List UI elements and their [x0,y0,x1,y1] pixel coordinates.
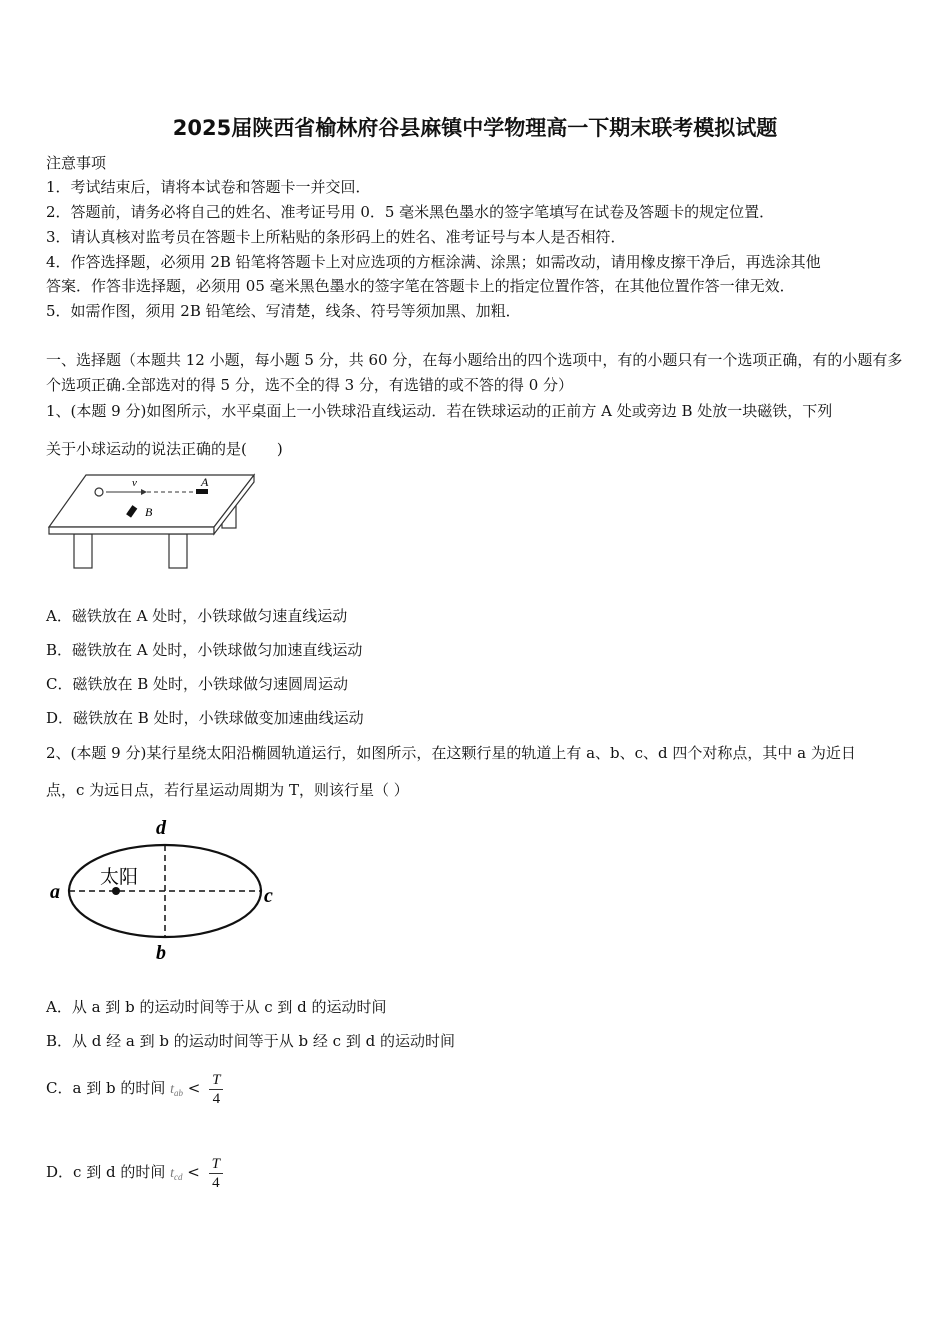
notice-item: 1．考试结束后，请将本试卷和答题卡一并交回． [46,178,371,196]
q2-option-a: A．从 a 到 b 的运动时间等于从 c 到 d 的运动时间 [46,998,387,1016]
notice-heading: 注意事项 [46,154,107,172]
less-than: < [187,1079,201,1097]
t-over-4-fraction: $\frac{T}{4}$ [209,1071,223,1108]
point-a-label: A [201,475,209,489]
question-2-stem: 2、(本题 9 分)某行星绕太阳沿椭圆轨道运行，如图所示，在这颗行星的轨道上有 a、b、c、d 四个对称点，其中 a 为近日 [46,744,856,762]
section-heading: 一、选择题（本题共 12 小题，每小题 5 分，共 60 分，在每小题给出的四个选项中，有的小题只有一个选项正确，有的小题有多个选项正确.全部选对的得 5 分，选不全的得 3 分，有选错的或不答的得 0 分） [46,351,903,394]
t-over-4-fraction: $\frac{T}{4}$ [209,1155,223,1192]
iron-ball [95,488,103,496]
point-b-label: B [145,505,153,519]
q2-option-c-text: C．a 到 b 的时间 [46,1079,166,1097]
notice-item: 4．作答选择题，必须用 2B 铅笔将答题卡上对应选项的方框涂满、涂黑；如需改动，请用橡皮擦干净后，再选涂其他 [46,253,821,271]
q2-option-d-text: D．c 到 d 的时间 [46,1163,166,1181]
page-title: 2025届陕西省榆林府谷县麻镇中学物理高一下期末联考模拟试题 [172,116,778,140]
t-ab-symbol: $t_{ab}$ [170,1082,183,1098]
question-1-stem-cont: 关于小球运动的说法正确的是( ) [46,440,283,458]
ellipse-orbit-figure [44,812,284,972]
q2-option-d [46,1152,223,1197]
notice-item: 5．如需作图，须用 2B 铅笔绘、写清楚，线条、符号等须加黑、加粗． [46,302,521,320]
q1-option-c: C．磁铁放在 B 处时，小铁球做匀速圆周运动 [46,675,349,693]
point-d-label: d [156,817,166,839]
sun-dot [112,887,120,895]
magnet-a [196,489,208,494]
question-1-stem: 1、(本题 9 分)如图所示，水平桌面上一小铁球沿直线运动．若在铁球运动的正前方 A 处或旁边 B 处放一块磁铁，下列 [46,402,833,420]
notice-item: 3．请认真核对监考员在答题卡上所粘贴的条形码上的姓名、准考证号与本人是否相符． [46,228,626,246]
q2-option-b: B．从 d 经 a 到 b 的运动时间等于从 b 经 c 到 d 的运动时间 [46,1032,455,1050]
notice-item: 2．答题前，请务必将自己的姓名、准考证号用 0．5 毫米黑色墨水的签字笔填写在试卷及答题卡的规定位置． [46,203,775,221]
point-a-label: a [50,881,60,903]
t-cd-symbol: $t_{cd}$ [170,1166,183,1182]
notice-item: 答案．作答非选择题，必须用 05 毫米黑色墨水的签字笔在答题卡上的指定位置作答，在其他位置作答一律无效． [46,277,795,295]
point-b-label: b [156,942,166,964]
table-figure [44,470,264,575]
velocity-label: v [132,477,137,489]
q1-option-b: B．磁铁放在 A 处时，小铁球做匀加速直线运动 [46,641,363,659]
question-2-stem-cont: 点，c 为远日点，若行星运动周期为 T，则该行星（ ） [46,781,409,799]
q1-option-a: A．磁铁放在 A 处时，小铁球做匀速直线运动 [46,607,348,625]
point-c-label: c [264,885,273,907]
q1-option-d: D．磁铁放在 B 处时，小铁球做变加速曲线运动 [46,709,364,727]
sun-label: 太阳 [100,867,139,888]
less-than: < [187,1163,200,1181]
q2-option-c [46,1068,223,1113]
